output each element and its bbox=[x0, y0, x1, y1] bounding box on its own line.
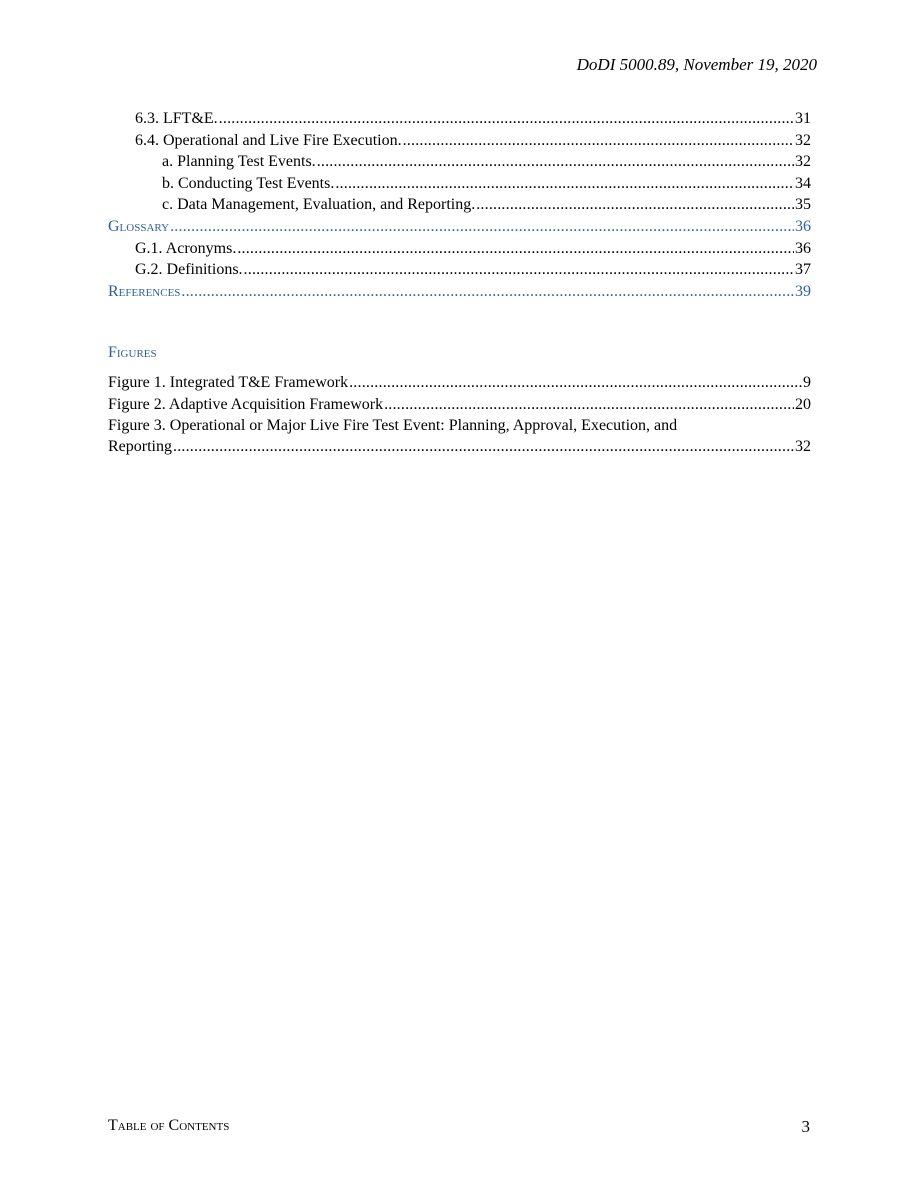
figure-entry-title: Figure 1. Integrated T&E Framework bbox=[108, 374, 349, 391]
toc-link-glossary[interactable] bbox=[108, 216, 811, 238]
dot-leader bbox=[403, 130, 794, 152]
toc-entry[interactable] bbox=[108, 194, 811, 216]
figures-heading: Figures bbox=[108, 344, 157, 361]
toc-entry-title: 6.3. LFT&E. bbox=[135, 110, 218, 127]
figure-entry-title-line2: Reporting bbox=[108, 438, 172, 456]
dot-leader bbox=[349, 372, 802, 394]
dot-leader bbox=[237, 238, 794, 260]
figure-entry[interactable] bbox=[108, 394, 811, 416]
figure-entry[interactable] bbox=[108, 415, 811, 458]
toc-entry-page: 34 bbox=[795, 174, 811, 192]
toc-entry[interactable] bbox=[108, 259, 811, 281]
dot-leader bbox=[173, 436, 794, 458]
dot-leader bbox=[181, 281, 794, 303]
figure-entry-title-line1: Figure 3. Operational or Major Live Fire Test Event: Planning, Approval, Execution, and bbox=[108, 417, 678, 435]
toc-entry-title: G.2. Definitions. bbox=[135, 261, 243, 279]
toc-entry-title: c. Data Management, Evaluation, and Reporting. bbox=[162, 196, 476, 214]
toc-entry-page: 37 bbox=[795, 261, 811, 279]
toc-entry-page: 31 bbox=[795, 110, 811, 127]
toc-entry-title: 6.4. Operational and Live Fire Execution. bbox=[135, 131, 402, 149]
toc-entry[interactable] bbox=[108, 238, 811, 260]
table-of-contents bbox=[108, 108, 811, 302]
dot-leader bbox=[335, 173, 794, 195]
dot-leader bbox=[384, 394, 794, 416]
toc-link-references[interactable] bbox=[108, 281, 811, 303]
toc-entry[interactable] bbox=[108, 130, 811, 152]
figure-entry-page: 20 bbox=[795, 395, 811, 413]
figure-entry-page: 32 bbox=[795, 438, 811, 456]
toc-entry-page: 36 bbox=[795, 217, 811, 235]
dot-leader bbox=[244, 259, 794, 281]
toc-entry-title: b. Conducting Test Events. bbox=[162, 174, 335, 192]
figure-entry-title: Figure 2. Adaptive Acquisition Framework bbox=[108, 395, 384, 413]
dot-leader bbox=[170, 216, 794, 238]
toc-entry-title: Glossary bbox=[108, 217, 170, 235]
dot-leader bbox=[476, 194, 794, 216]
toc-entry-page: 32 bbox=[795, 131, 811, 149]
dot-leader bbox=[219, 108, 794, 130]
toc-entry-title: References bbox=[108, 282, 181, 300]
list-of-figures bbox=[108, 372, 811, 458]
toc-entry-page: 35 bbox=[795, 196, 811, 214]
toc-entry[interactable] bbox=[108, 108, 811, 130]
page-number: 3 bbox=[801, 1117, 810, 1136]
toc-entry-page: 36 bbox=[795, 239, 811, 257]
toc-entry-page: 32 bbox=[795, 153, 811, 171]
footer-section-title: Table of Contents bbox=[108, 1117, 230, 1134]
figure-entry-page: 9 bbox=[803, 374, 811, 391]
toc-entry-page: 39 bbox=[795, 282, 811, 300]
toc-entry[interactable] bbox=[108, 151, 811, 173]
figure-entry[interactable] bbox=[108, 372, 811, 394]
dot-leader bbox=[317, 151, 794, 173]
toc-entry[interactable] bbox=[108, 173, 811, 195]
toc-entry-title: a. Planning Test Events. bbox=[162, 153, 316, 171]
document-header: DoDI 5000.89, November 19, 2020 bbox=[576, 55, 817, 74]
toc-entry-title: G.1. Acronyms. bbox=[135, 239, 237, 257]
